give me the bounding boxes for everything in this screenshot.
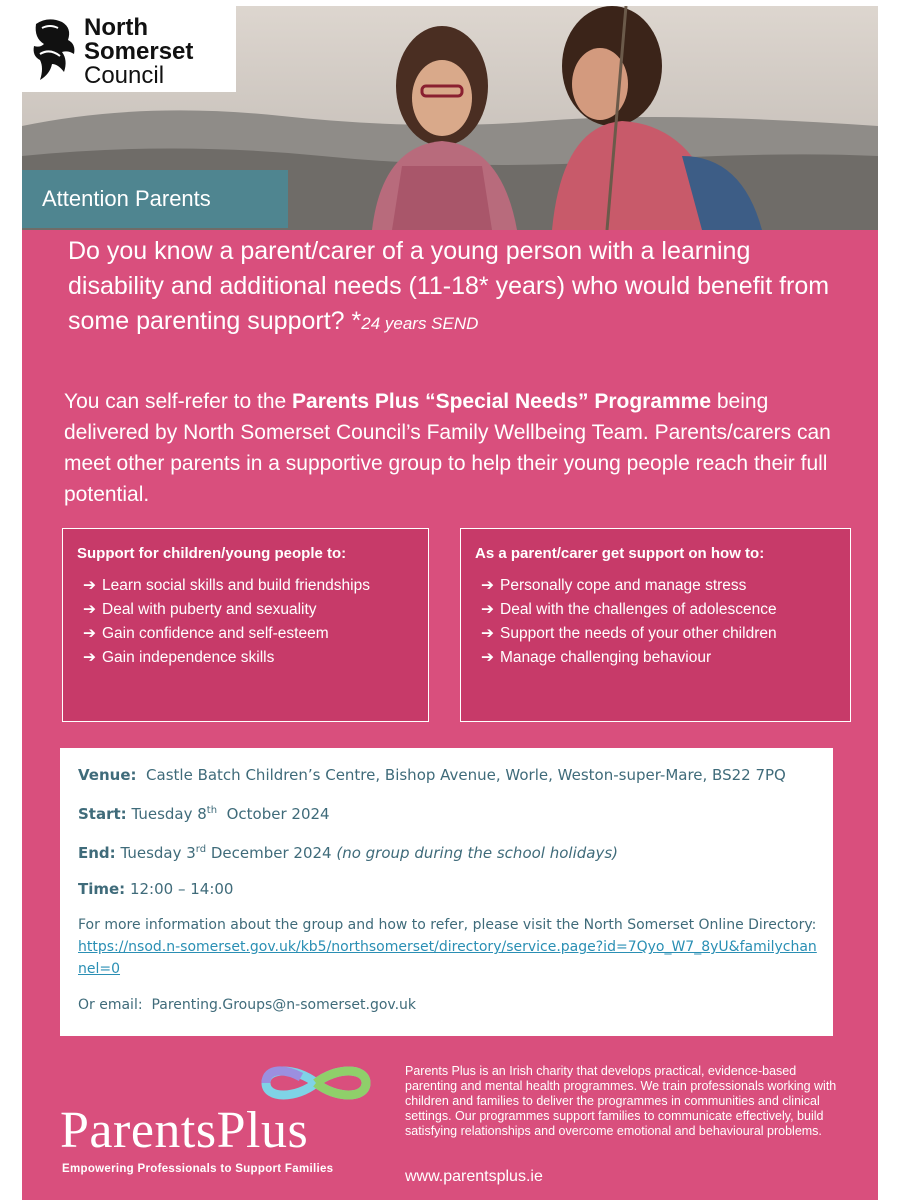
arrow-icon: ➔ [83,577,96,594]
parentsplus-url[interactable]: www.parentsplus.ie [405,1168,543,1185]
list-item [83,622,414,646]
children-support-list [77,574,414,670]
list-item [481,598,836,622]
email-line [78,994,817,1016]
list-item-text: Personally cope and manage stress [500,577,747,594]
arrow-icon: ➔ [83,625,96,642]
start-line [78,800,817,825]
start-month: October 2024 [217,805,330,823]
end-line [78,839,817,864]
attention-banner: Attention Parents [22,170,288,228]
north-somerset-logo [22,6,236,92]
programme-name: Parents Plus “Special Needs” Programme [292,390,712,413]
list-item-text: Gain confidence and self-esteem [102,625,329,642]
list-item-text: Deal with puberty and sexuality [102,601,317,618]
parentsplus-tagline: Empowering Professionals to Support Families [62,1163,334,1175]
venue-value: Castle Batch Children’s Centre, Bishop Avenue, Worle, Weston-super-Mare, BS22 7PQ [146,766,786,784]
council-crest-icon [28,14,80,86]
end-label: End: [78,844,116,862]
arrow-icon: ➔ [481,625,494,642]
children-support-box [62,528,429,722]
arrow-icon: ➔ [481,649,494,666]
headline-question [68,234,848,341]
start-day: Tuesday 8 [131,805,207,823]
parentsplus-brand: ParentsPlus [60,1102,309,1159]
logo-line-3: Council [84,62,165,89]
question-text: Do you know a parent/carer of a young person with a learning disability and additional needs (11-18* years) who would benefit from some parenting support? * [68,237,830,335]
list-item [83,646,414,670]
info-line [78,914,817,980]
hero-photo [22,6,878,230]
arrow-icon: ➔ [481,601,494,618]
start-day-suffix: th [206,805,218,816]
venue-line [78,764,817,786]
time-line [78,878,817,900]
list-item [83,574,414,598]
children-box-title: Support for children/young people to: [77,545,347,562]
list-item [481,574,836,598]
parent-support-box [460,528,851,722]
end-month: December 2024 [206,844,337,862]
intro-paragraph [64,386,844,510]
list-item-text: Gain independence skills [102,649,275,666]
parent-box-title: As a parent/carer get support on how to: [475,545,765,562]
arrow-icon: ➔ [83,601,96,618]
list-item [481,646,836,670]
email-address[interactable]: Parenting.Groups@n-somerset.gov.uk [151,997,417,1013]
venue-label: Venue: [78,766,137,784]
parentsplus-logo [60,1061,390,1191]
intro-prefix: You can self-refer to the [64,390,293,413]
logo-line-1: North [84,14,148,41]
arrow-icon: ➔ [83,649,96,666]
flyer-page [22,6,878,1200]
list-item-text: Support the needs of your other children [500,625,777,642]
council-wordmark [84,16,193,88]
end-day: Tuesday 3 [120,844,196,862]
infinity-icon [256,1061,376,1105]
start-label: Start: [78,805,127,823]
list-item [481,622,836,646]
logo-line-2: Somerset [84,38,194,65]
parent-support-list [475,574,836,670]
email-label: Or email: [78,997,143,1013]
list-item-text: Learn social skills and build friendships [102,577,370,594]
list-item-text: Deal with the challenges of adolescence [500,601,777,618]
info-text: For more information about the group and how to refer, please visit the North Somerset Online Directory: [78,917,817,933]
parentsplus-description: Parents Plus is an Irish charity that develops practical, evidence-based parenting and mental health programmes. We train professionals working with children and families to deliver the programmes in communities and clinical settings. Our programmes support families to communicate effectively, build satisfying relationships and overcome emotional and behavioural problems. [405,1064,837,1138]
arrow-icon: ➔ [481,577,494,594]
event-details-panel [60,748,833,1036]
intro-suffix: being delivered by North Somerset Council’s Family Wellbeing Team. Parents/carers can meet other parents in a supportive group to help their young people reach their full potential. [64,390,831,506]
question-note: 24 years SEND [361,314,479,333]
list-item [83,598,414,622]
directory-link[interactable]: https://nsod.n-somerset.gov.uk/kb5/northsomerset/directory/service.page?id=7Qyo_W7_8yU&familychannel=0 [78,939,817,977]
time-value: 12:00 – 14:00 [129,880,234,898]
time-label: Time: [78,880,126,898]
end-note: (no group during the school holidays) [336,844,619,862]
end-day-suffix: rd [195,844,207,855]
list-item-text: Manage challenging behaviour [500,649,712,666]
